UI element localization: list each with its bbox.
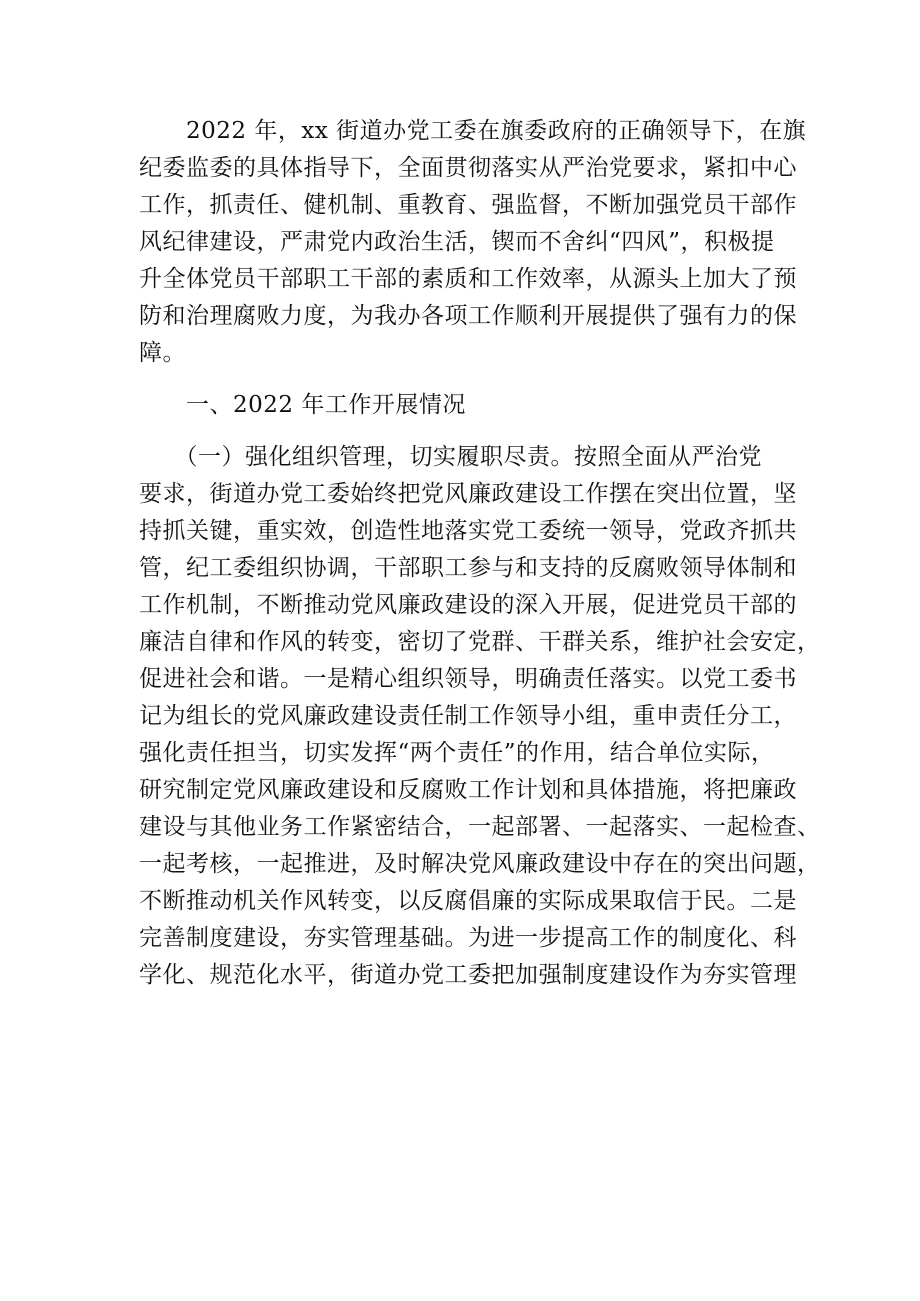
- text-line: 风纪律建设，严肃党内政治生活，锲而不舍纠“四风”，积极提: [139, 229, 775, 255]
- text-line: 研究制定党风廉政建设和反腐败工作计划和具体措施，将把廉政: [139, 777, 797, 803]
- text-line: 升全体党员干部职工干部的素质和工作效率，从源头上加大了预: [139, 266, 797, 292]
- text-line: 2022 年，xx 街道办党工委在旗委政府的正确领导下，在旗: [139, 118, 807, 144]
- text-line: 记为组长的党风廉政建设责任制工作领导小组，重申责任分工，: [139, 703, 797, 729]
- section-paragraph: [139, 439, 821, 994]
- intro-paragraph: [139, 113, 807, 372]
- text-line: 促进社会和谐。一是精心组织领导，明确责任落实。以党工委书: [139, 666, 797, 692]
- text-line: 防和治理腐败力度，为我办各项工作顺利开展提供了强有力的保: [139, 303, 797, 329]
- text-line: 廉洁自律和作风的转变，密切了党群、干群关系，维护社会安定，: [139, 629, 821, 655]
- text-line: 强化责任担当，切实发挥“两个责任”的作用，结合单位实际，: [139, 740, 775, 766]
- text-line: 纪委监委的具体指导下，全面贯彻落实从严治党要求，紧扣中心: [139, 155, 797, 181]
- text-line: 工作，抓责任、健机制、重教育、强监督，不断加强党员干部作: [139, 192, 797, 218]
- text-line: 建设与其他业务工作紧密结合，一起部署、一起落实、一起检查、: [139, 814, 821, 840]
- text-line: 管，纪工委组织协调，干部职工参与和支持的反腐败领导体制和: [139, 555, 797, 581]
- section-heading: 一、2022 年工作开展情况: [139, 392, 466, 418]
- paragraph-gap: [139, 424, 784, 439]
- paragraph-gap: [139, 372, 784, 387]
- text-line: 工作机制，不断推动党风廉政建设的深入开展，促进党员干部的: [139, 592, 797, 618]
- text-line: 障。: [139, 340, 186, 366]
- document-body: [139, 113, 821, 994]
- text-line: 持抓关键，重实效，创造性地落实党工委统一领导，党政齐抓共: [139, 518, 797, 544]
- text-line: 要求，街道办党工委始终把党风廉政建设工作摆在突出位置，坚: [139, 481, 797, 507]
- text-line: （一）强化组织管理，切实履职尽责。按照全面从严治党: [139, 444, 762, 470]
- text-line: 不断推动机关作风转变，以反腐倡廉的实际成果取信于民。二是: [139, 888, 797, 914]
- text-line: 完善制度建设，夯实管理基础。为进一步提高工作的制度化、科: [139, 925, 797, 951]
- text-line: 一起考核，一起推进，及时解决党风廉政建设中存在的突出问题，: [139, 851, 821, 877]
- text-line: 学化、规范化水平，街道办党工委把加强制度建设作为夯实管理: [139, 962, 797, 988]
